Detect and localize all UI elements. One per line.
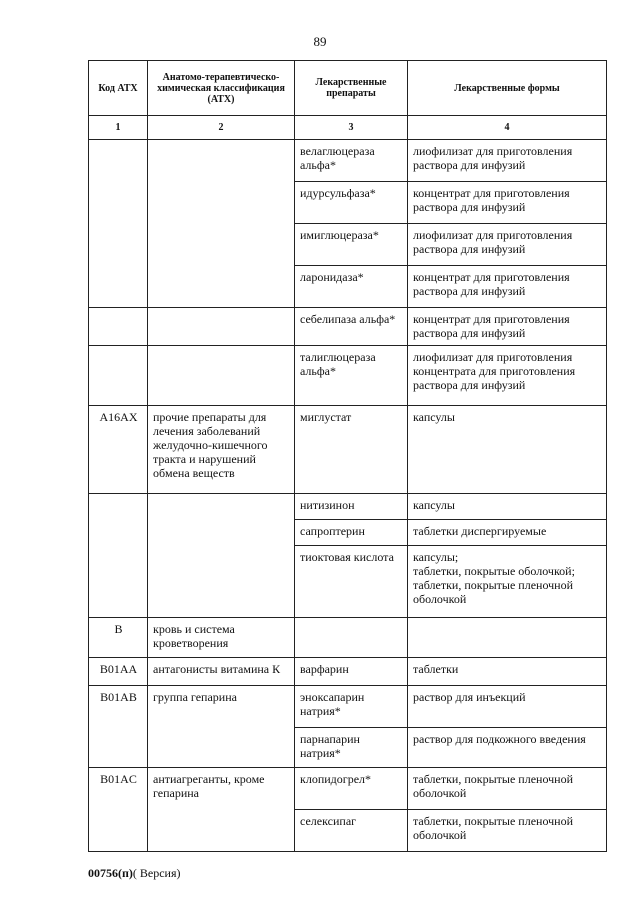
atx-code-cell [89,494,148,618]
classification-cell [148,346,295,406]
classification-cell [148,308,295,346]
header-classification: Анатомо-терапевтическо-химическая классификация (АТХ) [148,61,295,116]
table-row [89,406,607,494]
form-cell [408,618,607,658]
drug-cell: талиглюцераза альфа* [295,346,408,406]
drug-cell: нитизинон [295,494,408,520]
table-row [89,658,607,686]
drug-cell: миглустат [295,406,408,494]
header-forms: Лекарственные формы [408,61,607,116]
drug-cell: клопидогрел* [295,768,408,810]
column-number-3: 3 [295,116,408,140]
table-row [89,346,607,406]
atx-code-cell [89,346,148,406]
table-header-row [89,61,607,116]
form-cell: концентрат для приготовления раствора для инфузий [408,266,607,308]
form-cell: концентрат для приготовления раствора для инфузий [408,182,607,224]
column-number-1: 1 [89,116,148,140]
drug-cell: варфарин [295,658,408,686]
form-cell: таблетки, покрытые пленочной оболочкой [408,768,607,810]
form-cell: лиофилизат для приготовления раствора для инфузий [408,140,607,182]
header-drugs: Лекарственные препараты [295,61,408,116]
table-row [89,140,607,182]
drug-cell: велаглюцераза альфа* [295,140,408,182]
form-cell: концентрат для приготовления раствора для инфузий [408,308,607,346]
footer-version-note: ( Версия) [132,866,181,880]
atx-code-cell [89,308,148,346]
classification-cell: группа гепарина [148,686,295,768]
atx-code-cell: B01AB [89,686,148,768]
drug-cell: себелипаза альфа* [295,308,408,346]
drug-cell: эноксапарин натрия* [295,686,408,728]
classification-cell: прочие препараты для лечения заболеваний желудочно-кишечного тракта и нарушений обмена веществ [148,406,295,494]
drug-cell: идурсульфаза* [295,182,408,224]
table-row [89,618,607,658]
form-cell: капсулы [408,406,607,494]
classification-cell: кровь и система кроветворения [148,618,295,658]
footer-document-code [88,866,181,881]
classification-cell: антагонисты витамина К [148,658,295,686]
drug-cell: парнапарин натрия* [295,728,408,768]
form-cell: раствор для инъекций [408,686,607,728]
drug-cell [295,618,408,658]
form-cell: лиофилизат для приготовления раствора для инфузий [408,224,607,266]
form-cell: таблетки диспергируемые [408,520,607,546]
drug-cell: тиоктовая кислота [295,546,408,618]
atx-table [88,60,607,852]
table-row [89,768,607,810]
atx-code-cell: B01AC [89,768,148,852]
classification-cell: антиагреганты, кроме гепарина [148,768,295,852]
table-row [89,686,607,728]
atx-code-cell: B01AA [89,658,148,686]
form-cell: капсулы; таблетки, покрытые оболочкой; таблетки, покрытые пленочной оболочкой [408,546,607,618]
table-column-number-row [89,116,607,140]
form-cell: капсулы [408,494,607,520]
footer-code-number: 00756(п) [88,866,133,880]
header-code: Код АТХ [89,61,148,116]
page-number: 89 [313,34,327,49]
form-cell: таблетки [408,658,607,686]
form-cell: раствор для подкожного введения [408,728,607,768]
form-cell: лиофилизат для приготовления концентрата для приготовления раствора для инфузий [408,346,607,406]
column-number-2: 2 [148,116,295,140]
atx-code-cell: A16AX [89,406,148,494]
classification-cell [148,494,295,618]
drug-cell: сапроптерин [295,520,408,546]
classification-cell [148,140,295,308]
drug-cell: селексипаг [295,810,408,852]
column-number-4: 4 [408,116,607,140]
form-cell: таблетки, покрытые пленочной оболочкой [408,810,607,852]
atx-code-cell: B [89,618,148,658]
drug-cell: ларонидаза* [295,266,408,308]
table-row [89,494,607,520]
atx-code-cell [89,140,148,308]
drug-cell: имиглюцераза* [295,224,408,266]
table-row [89,308,607,346]
